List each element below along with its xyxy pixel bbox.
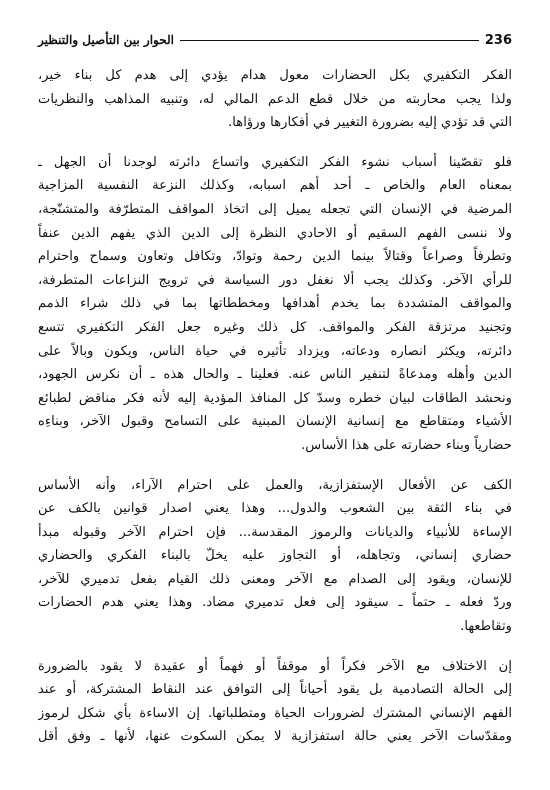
text-line: ونحشد الطاقات لبيان خطره وسدّ كل المنافذ المؤدية إليه لأنه فكر مناقض لطبائع bbox=[38, 390, 512, 406]
text-line: التي قد تؤدي إليه بضرورة التغيير في أفكارها ورؤاها. bbox=[228, 115, 512, 131]
running-header bbox=[38, 30, 512, 50]
paragraph-4 bbox=[38, 655, 512, 749]
text-line: المرضية في الإنسان التي تجعله يميل إلى اتخاذ المواقف المتطرّفة والمتشنّجة، bbox=[38, 201, 512, 217]
text-line: ولذا يجب محاربته من خلال قطع الدعم المالي له، وتنبيه المذاهب والنظريات bbox=[38, 91, 512, 107]
text-line: وتطرفاً وصراعاً وقتالاً بينما الدين رحمة وتوادّ، وتكافل وتعاون وسماح واحترام bbox=[38, 249, 512, 265]
text-line: وتقاطعها. bbox=[460, 619, 512, 635]
text-line: ولا ننسى الفهم السقيم أو الاحادي النظرة إلى الدين الذي يفهم الدين عنفاً bbox=[38, 225, 512, 241]
text-line: وردّ فعله ـ حتماً ـ سيقود إلى فعل تدميري مضاد. وهذا يعني هدم الحضارات bbox=[38, 595, 512, 611]
text-line: الدين وأهله ومدعاةً لتنفير الناس عنه. فعلينا ـ والحال هذه ـ أن نكرس الجهود، bbox=[38, 367, 512, 383]
text-line: الكف عن الأفعال الإستفزازية، والعمل على احترام الآراء، وأنه الأساس bbox=[38, 477, 512, 493]
text-line: في بناء الثقة بين الشعوب والدول... وهذا يعني اصدار قوانين بالكف عن bbox=[38, 501, 512, 517]
paragraph-3 bbox=[38, 474, 512, 639]
paragraph-2 bbox=[38, 151, 512, 458]
running-title: الحوار بين التأصيل والتنظير bbox=[38, 33, 174, 47]
text-line: حضاري إنساني، وتجاهله، أو التجاوز عليه يخلّ بالبناء الفكري والحضاري bbox=[38, 548, 512, 564]
text-line: حضارياً وبناء حضارته على هذا الأساس. bbox=[301, 437, 512, 453]
text-line: الإساءة للأنبياء والديانات والرموز المقدسة... فإن احترام الآخر وقبوله مبدأ bbox=[38, 524, 512, 540]
text-line: وتجنيد مرتزقة الفكر والمواقف. كل ذلك وغيره جعل الفكر التكفيري تتسع bbox=[38, 319, 512, 335]
header-rule bbox=[180, 40, 479, 41]
text-line: دائرته، ويكثر انصاره ودعاته، ويزداد تأثيره في حياة الناس، ويكون وبالاً على bbox=[38, 343, 512, 359]
text-line: بمعناه العام والخاص ـ أحد أهم اسبابه، وكذلك النزعة النفسية المزاجية bbox=[38, 178, 512, 194]
text-line: ومقدّسات الآخر يعني حالة استفزازية لا يمكن السكوت عنها، لأنها ـ وفق أقل bbox=[38, 729, 512, 745]
text-line: إن الاختلاف مع الآخر فكراً أو موقفاً أو فهماً أو عقيدة لا يقود بالضرورة bbox=[38, 658, 512, 674]
text-line: الفهم الإنساني المشترك لضرورات الحياة ومتطلباتها. إن الاساءة بأي شكل لرموز bbox=[38, 705, 512, 721]
text-line: الفكر التكفيري بكل الحضارات معول هدام يؤدي إلى هدم كل بناء خير، bbox=[38, 68, 512, 83]
text-line: والمواقف المتشددة بما يخدم أهدافها ومخططاتها بما في ذلك شراء الذمم bbox=[38, 296, 512, 312]
text-line: للرأي الآخر. وكذلك يجب ألا نغفل دور السياسة في ترويج النزاعات المتطرفة، bbox=[38, 272, 512, 288]
text-line: فلو تقصّينا أسباب نشوء الفكر التكفيري واتساع دائرته لوجدنا أن الجهل ـ bbox=[38, 154, 512, 170]
text-line: للإنسان، ويقود إلى الصدام مع الآخر ومعنى ذلك القيام بفعل تدميري للآخر، bbox=[38, 571, 512, 587]
paragraph-1 bbox=[38, 64, 512, 135]
page-number: 236 bbox=[484, 32, 512, 48]
text-line: إلى الحالة التصادمية بل يقود أحياناً إلى التوافق عند النقاط المشتركة، أو عند bbox=[38, 682, 512, 698]
body-text bbox=[38, 64, 512, 749]
text-line: الأشياء ومتقاطع مع إنسانية الإنسان المبنية على التسامح وقبول الآخر، وبناءِه bbox=[38, 414, 512, 430]
